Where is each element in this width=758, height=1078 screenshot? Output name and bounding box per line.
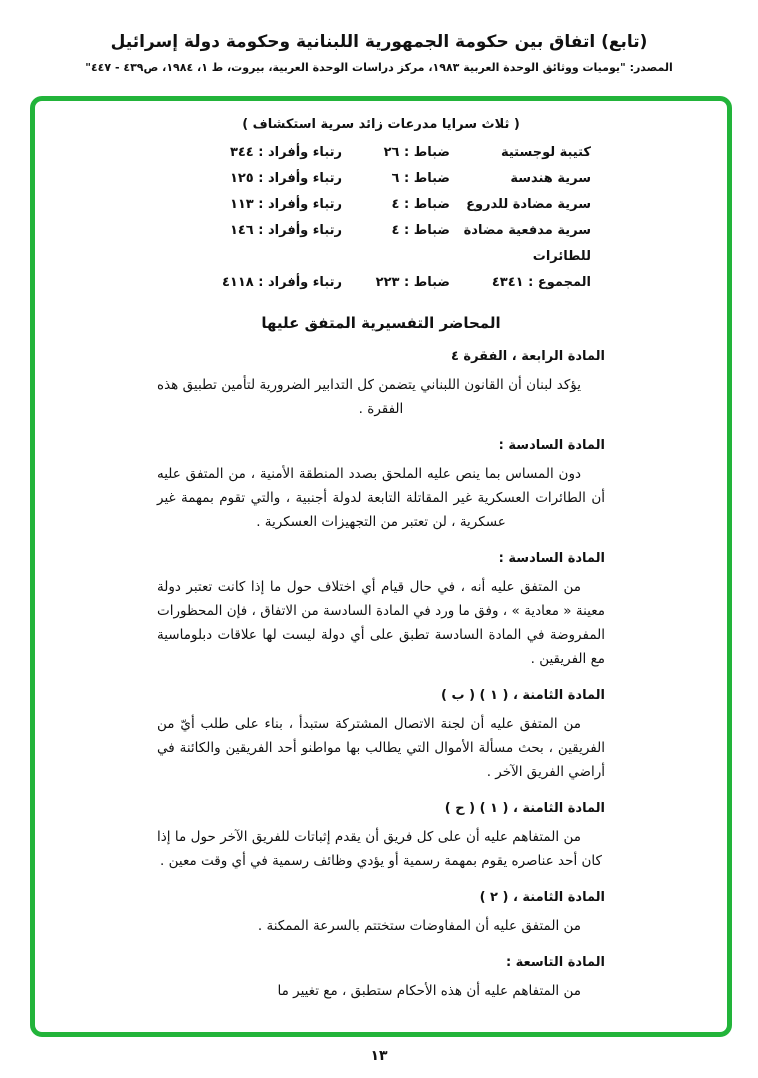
total-label: المجموع : ٤٣٤١ bbox=[491, 275, 591, 290]
section-paragraph: من المتفاهم عليه أن هذه الأحكام ستطبق ، مع تغيير ما bbox=[277, 983, 581, 999]
highlight-border-box bbox=[30, 96, 732, 1037]
officers-count: ضباط : ٦ bbox=[391, 171, 450, 186]
table-row-continuation bbox=[157, 244, 605, 270]
section-heading: المادة السادسة : bbox=[498, 551, 605, 566]
table-row bbox=[157, 218, 605, 244]
ranks-count: رتباء وأفراد : ١٤٦ bbox=[229, 223, 342, 238]
ranks-count: رتباء وأفراد : ١٢٥ bbox=[229, 171, 342, 186]
officers-count: ضباط : ٤ bbox=[391, 223, 450, 238]
page-header bbox=[0, 32, 758, 74]
section-heading: المادة الرابعة ، الفقرة ٤ bbox=[450, 349, 605, 364]
ranks-count: رتباء وأفراد : ١١٣ bbox=[229, 197, 342, 212]
unit-name: كتيبة لوجستية bbox=[500, 145, 591, 160]
section-paragraph: دون المساس بما ينص عليه الملحق بصدد المنطقة الأمنية ، من المتفق عليه أن الطائرات العسكرية غير المقاتلة التابعة لدولة أجنبية ، والتي تقوم بمهمة غير عسكرية ، لن تعتبر من التجهيزات العسكرية . bbox=[157, 466, 605, 530]
unit-name: سرية مدفعية مضادة bbox=[463, 223, 591, 238]
section-paragraph: من المتفق عليه أن المفاوضات ستختتم بالسرعة الممكنة . bbox=[257, 918, 581, 934]
section-paragraph: يؤكد لبنان أن القانون اللبناني يتضمن كل التدابير الضرورية لتأمين تطبيق هذه الفقرة . bbox=[157, 377, 581, 417]
document-title: (تابع) اتفاق بين حكومة الجمهورية اللبنانية وحكومة دولة إسرائيل bbox=[110, 32, 648, 52]
section-heading: المادة الثامنة ، ( ٢ ) bbox=[479, 890, 605, 905]
officers-count: ضباط : ٤ bbox=[391, 197, 450, 212]
section-heading: المادة التاسعة : bbox=[505, 955, 605, 970]
section-heading: المادة الثامنة ، ( ١ ) ( ح ) bbox=[444, 801, 605, 816]
table-total-row bbox=[157, 270, 605, 296]
unit-name: سرية هندسة bbox=[510, 171, 591, 186]
units-table bbox=[157, 140, 605, 296]
main-heading: المحاضر التفسيرية المتفق عليها bbox=[261, 314, 501, 332]
units-table-caption: ( ثلاث سرايا مدرعات زائد سرية استكشاف ) bbox=[242, 117, 520, 132]
section-paragraph: من المتفاهم عليه أن على كل فريق أن يقدم إثباتات للفريق الآخر حول ما إذا كان أحد عناصره يقوم بمهمة رسمية أو يؤدي وظائف رسمية في أي وقت معين . bbox=[157, 829, 602, 869]
table-row bbox=[157, 140, 605, 166]
unit-name-continuation: للطائرات bbox=[532, 249, 591, 264]
total-officers: ضباط : ٢٢٣ bbox=[375, 275, 450, 290]
section-paragraph: من المتفق عليه أنه ، في حال قيام أي اختلاف حول ما إذا كانت تعتبر دولة معينة « معادية » ، وفق ما ورد في المادة السادسة من الاتفاق ، فإن المحظورات المفروضة في المادة السادسة تطبق على أي دولة ليست لها علاقات دبلوماسية مع الفريقين . bbox=[157, 579, 605, 667]
document-body bbox=[157, 101, 605, 1003]
total-ranks: رتباء وأفراد : ٤١١٨ bbox=[222, 275, 342, 290]
section-heading: المادة السادسة : bbox=[498, 438, 605, 453]
page-number: ١٣ bbox=[370, 1048, 388, 1064]
table-row bbox=[157, 166, 605, 192]
section-heading: المادة الثامنة ، ( ١ ) ( ب ) bbox=[441, 688, 605, 703]
ranks-count: رتباء وأفراد : ٣٤٤ bbox=[229, 145, 342, 160]
section-paragraph: من المتفق عليه أن لجنة الاتصال المشتركة ستبدأ ، بناء على طلب أيّ من الفريقين ، بحث مسألة الأموال التي يطالب بها مواطنو أحد الفريقين والكائنة في أراضي الفريق الآخر . bbox=[157, 716, 605, 780]
table-row bbox=[157, 192, 605, 218]
unit-name: سرية مضادة للدروع bbox=[466, 197, 591, 212]
source-citation: المصدر: "يوميات ووثائق الوحدة العربية ١٩٨٣، مركز دراسات الوحدة العربية، بيروت، ط ١، ١٩٨٤، ص٤٣٩ - ٤٤٧" bbox=[85, 61, 673, 74]
officers-count: ضباط : ٢٦ bbox=[383, 145, 450, 160]
